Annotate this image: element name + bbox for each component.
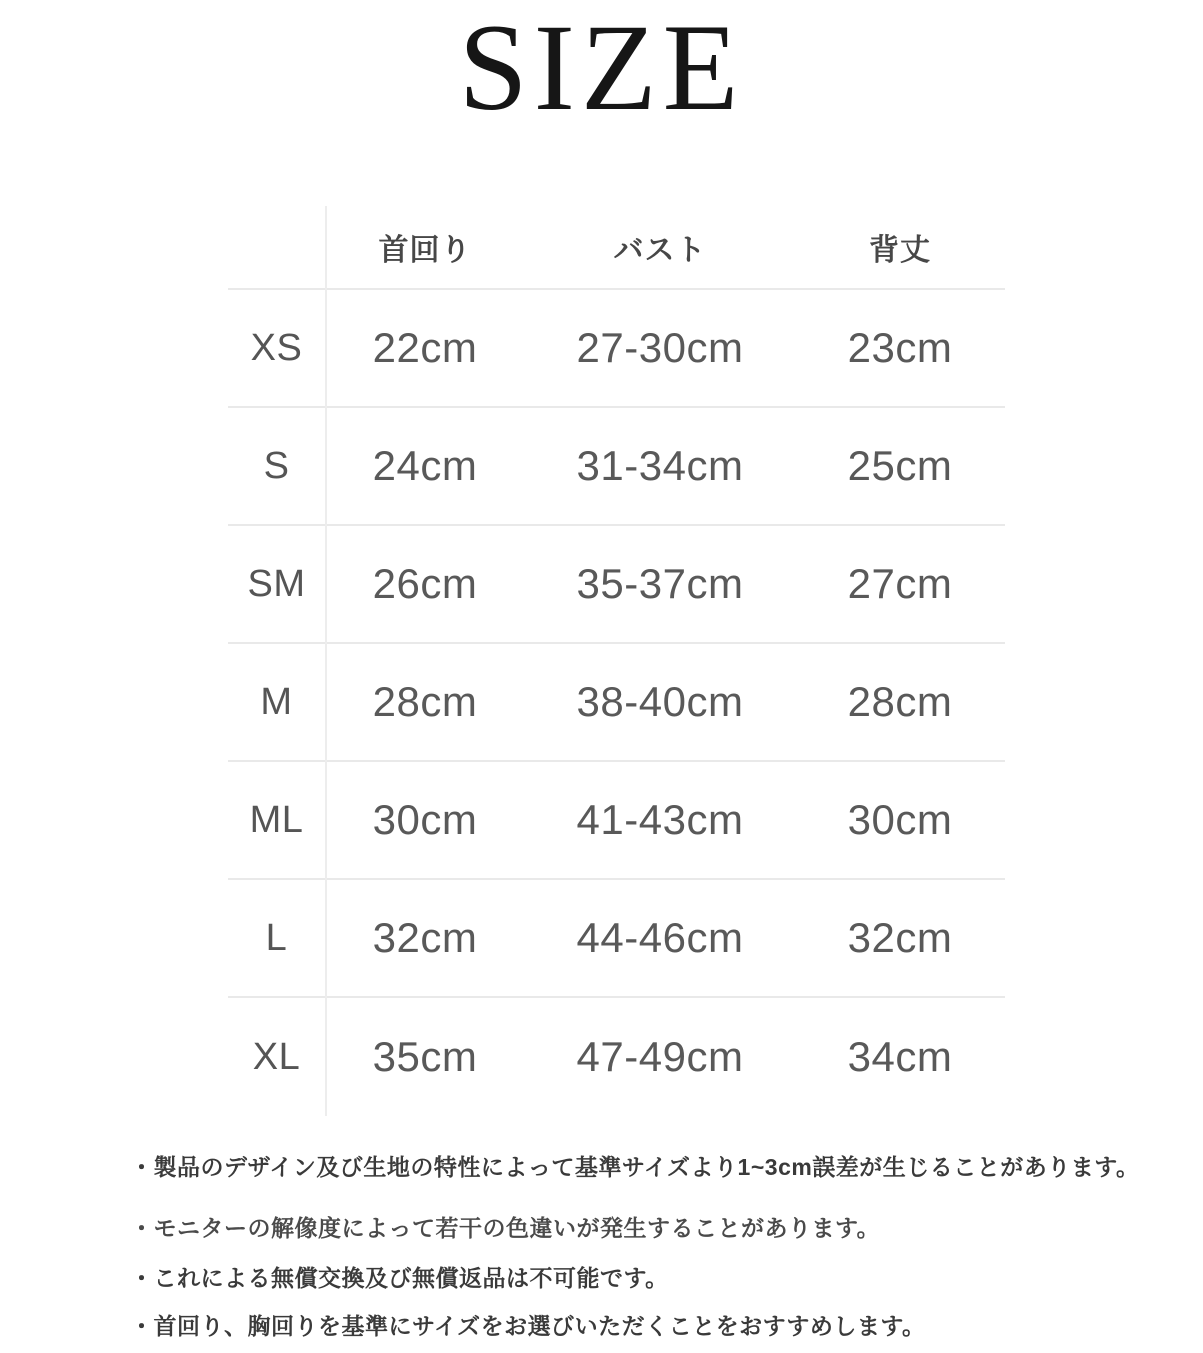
column-header-back-length: 背丈 (869, 234, 931, 267)
neck-value: 30cm (372, 796, 478, 843)
table-row-l (228, 880, 1005, 998)
bust-value: 31-34cm (576, 442, 744, 489)
table-row-xl (228, 998, 1005, 1116)
neck-value: 24cm (372, 442, 478, 489)
table-row-sm (228, 526, 1005, 644)
back-value: 28cm (847, 678, 953, 725)
size-notes (130, 1150, 1140, 1343)
note-size-tolerance: ・製品のデザイン及び生地の特性によって基準サイズより1~3cm誤差が生じることがあります。 (130, 1154, 1140, 1180)
bust-value: 38-40cm (576, 678, 744, 725)
back-value: 25cm (847, 442, 953, 489)
back-value: 32cm (847, 914, 953, 961)
note-monitor-color: ・モニターの解像度によって若干の色違いが発生することがあります。 (130, 1215, 881, 1241)
bust-value: 44-46cm (576, 914, 744, 961)
table-row-ml (228, 762, 1005, 880)
size-table (228, 206, 1005, 1116)
neck-value: 26cm (372, 560, 478, 607)
bust-value: 47-49cm (576, 1033, 744, 1080)
size-label: ML (249, 798, 304, 841)
size-label: XS (250, 326, 303, 369)
table-row-m (228, 644, 1005, 762)
neck-value: 32cm (372, 914, 478, 961)
page-title: SIZE (458, 0, 745, 136)
back-value: 30cm (847, 796, 953, 843)
bust-value: 41-43cm (576, 796, 744, 843)
neck-value: 35cm (372, 1033, 478, 1080)
size-label: XL (252, 1035, 301, 1078)
back-value: 23cm (847, 324, 953, 371)
bust-value: 35-37cm (576, 560, 744, 607)
size-label: S (263, 444, 290, 487)
note-no-free-exchange: ・これによる無償交換及び無償返品は不可能です。 (130, 1265, 669, 1291)
size-label: M (260, 680, 293, 723)
neck-value: 22cm (372, 324, 478, 371)
table-row-xs (228, 290, 1005, 408)
bust-value: 27-30cm (576, 324, 744, 371)
back-value: 27cm (847, 560, 953, 607)
neck-value: 28cm (372, 678, 478, 725)
table-row-s (228, 408, 1005, 526)
size-label: SM (247, 562, 306, 605)
table-header-row (228, 206, 1005, 290)
back-value: 34cm (847, 1033, 953, 1080)
note-size-recommendation: ・首回り、胸回りを基準にサイズをお選びいただくことをおすすめします。 (130, 1313, 926, 1339)
size-label: L (265, 916, 288, 959)
column-header-neck: 首回り (378, 234, 472, 267)
column-header-bust: バスト (613, 234, 707, 267)
table-vertical-divider (325, 206, 327, 1116)
